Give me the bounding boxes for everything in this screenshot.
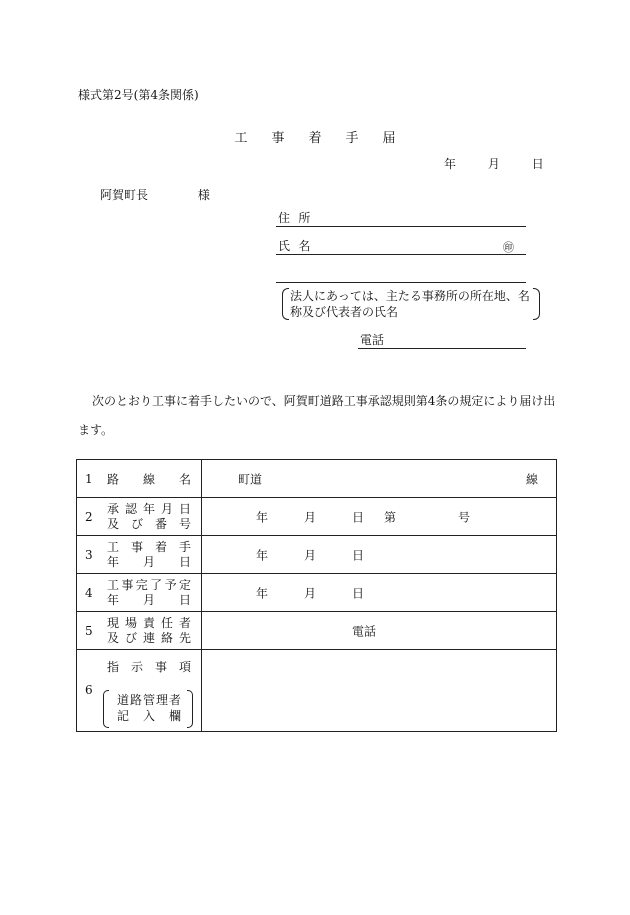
corporate-note-line2: 称及び代表者の氏名 — [290, 305, 399, 319]
row-1-label: 1 路 線 名 — [77, 460, 202, 498]
address-label: 住所 — [278, 211, 319, 225]
row-number: 6 — [85, 683, 93, 697]
route-prefix: 町道 — [238, 472, 263, 486]
row-number: 3 — [85, 547, 93, 562]
row-number: 4 — [85, 585, 93, 600]
row-5-label: 5 現 場 責 任 者 及 び 連 絡 先 — [77, 612, 202, 650]
left-bracket-icon — [103, 690, 109, 728]
row-number: 2 — [85, 509, 93, 524]
body-line1: 次のとおり工事に着手したいので、阿賀町道路工事承認規則第4条の規定により届け出 — [92, 394, 556, 408]
form-number: 様式第2号(第4条関係) — [78, 88, 199, 102]
site-manager-field[interactable] — [202, 612, 557, 650]
table-row — [77, 612, 557, 650]
bracket-line2: 記 入 欄 — [117, 709, 181, 723]
start-date-field[interactable]: 年 月 日 — [202, 536, 557, 574]
addressee: 阿賀町長 様 — [100, 188, 210, 202]
address-field[interactable] — [276, 212, 526, 227]
table-row — [77, 460, 557, 498]
left-bracket-icon — [282, 288, 289, 320]
corporate-name-field[interactable] — [276, 268, 526, 283]
date-line: 年 月 日 — [444, 157, 544, 171]
route-suffix: 線 — [525, 472, 538, 486]
form-title: 工 事 着 手 届 — [234, 131, 396, 146]
body-line2: ます。 — [78, 423, 114, 437]
form-table — [76, 459, 557, 732]
route-name-field[interactable] — [202, 460, 557, 498]
row-3-label: 3 工 事 着 手 年 月 日 — [77, 536, 202, 574]
phone-label: 電話 — [352, 624, 377, 638]
approval-date-field[interactable]: 年 月 日 第 号 — [202, 498, 557, 536]
corporate-note — [282, 288, 536, 320]
phone-field[interactable] — [358, 334, 526, 349]
completion-date-field[interactable]: 年 月 日 — [202, 574, 557, 612]
name-label: 氏名 — [278, 239, 319, 253]
row-number: 5 — [85, 623, 93, 638]
name-field[interactable] — [276, 240, 526, 255]
bracket-line1: 道 路 管 理 者 — [117, 693, 181, 707]
right-bracket-icon — [187, 690, 193, 728]
table-row — [77, 498, 557, 536]
phone-label: 電話 — [360, 333, 385, 347]
right-bracket-icon — [533, 288, 540, 320]
table-row — [77, 650, 557, 732]
table-row — [77, 574, 557, 612]
seal-icon: ㊞ — [503, 241, 514, 254]
road-admin-bracket — [103, 690, 193, 728]
row-6-label: 6 指 示 事 項 道 路 管 理 者 記 入 欄 — [77, 650, 202, 732]
table-row — [77, 536, 557, 574]
corporate-note-line1: 法人にあっては、主たる事務所の所在地、名 — [290, 289, 530, 303]
row-4-label: 4 工 事 完 了 予 定 年 月 日 — [77, 574, 202, 612]
row-2-label: 2 承 認 年 月 日 及 び 番 号 — [77, 498, 202, 536]
row-number: 1 — [85, 471, 93, 486]
instructions-field[interactable] — [202, 650, 557, 732]
